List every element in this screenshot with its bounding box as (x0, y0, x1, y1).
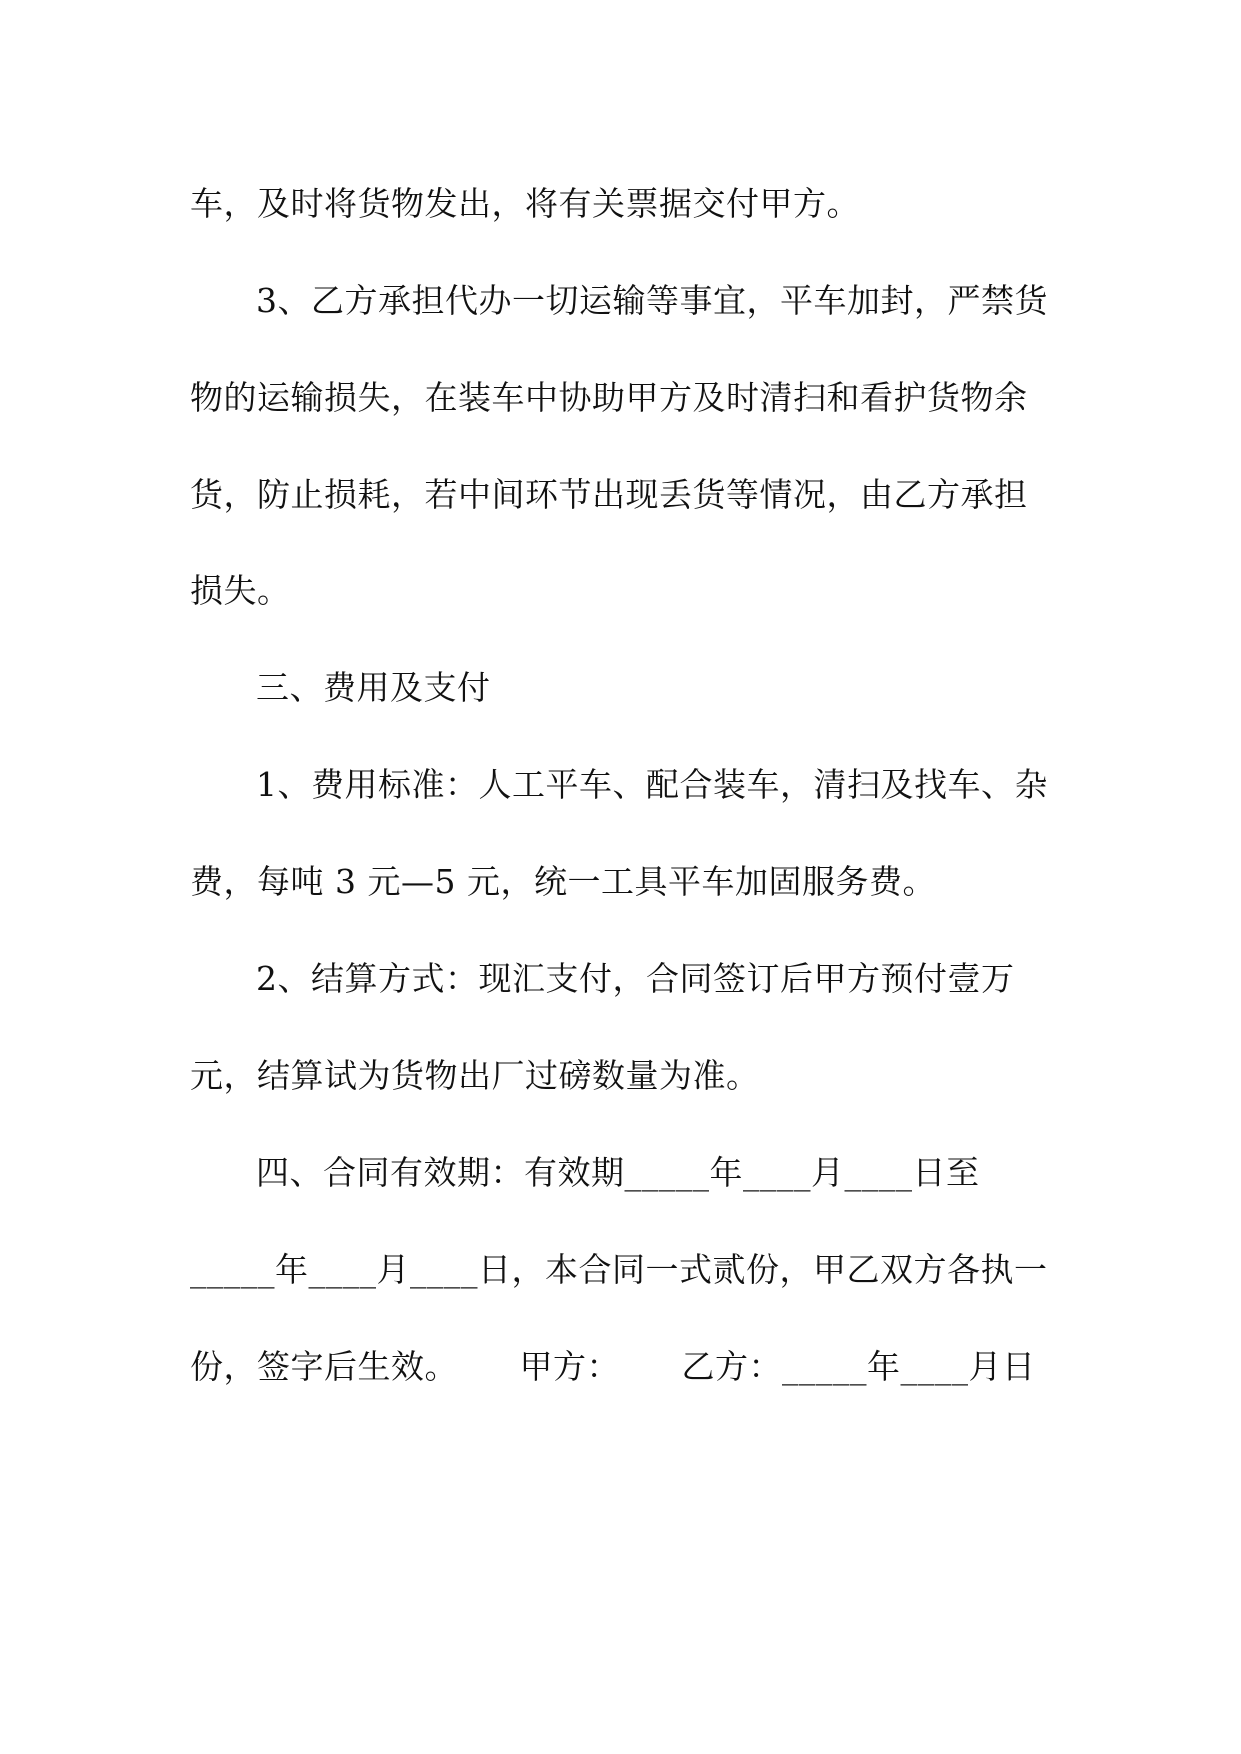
text-line: 货，防止损耗，若中间环节出现丢货等情况，由乙方承担 (190, 475, 1028, 514)
text-line: 1、费用标准：人工平车、配合装车，清扫及找车、杂 (256, 765, 1048, 804)
section-heading: 三、费用及支付 (256, 668, 491, 707)
text-line: 2、结算方式：现汇支付，合同签订后甲方预付壹万 (256, 959, 1015, 998)
text-line: 四、合同有效期：有效期_____年____月____日至 (256, 1153, 980, 1192)
signature-line: 份，签字后生效。 甲方： 乙方：_____年____月日 (190, 1347, 1036, 1386)
text-line: 3、乙方承担代办一切运输等事宜，平车加封，严禁货 (256, 281, 1048, 320)
text-line: 元，结算试为货物出厂过磅数量为准。 (190, 1056, 760, 1095)
text-line: 车，及时将货物发出，将有关票据交付甲方。 (190, 184, 860, 223)
text-line: 物的运输损失，在装车中协助甲方及时清扫和看护货物余 (190, 378, 1028, 417)
text-line: _____年____月____日，本合同一式贰份，甲乙双方各执一 (190, 1250, 1048, 1289)
text-line: 费，每吨 3 元—5 元，统一工具平车加固服务费。 (190, 862, 936, 901)
text-line: 损失。 (190, 571, 291, 610)
